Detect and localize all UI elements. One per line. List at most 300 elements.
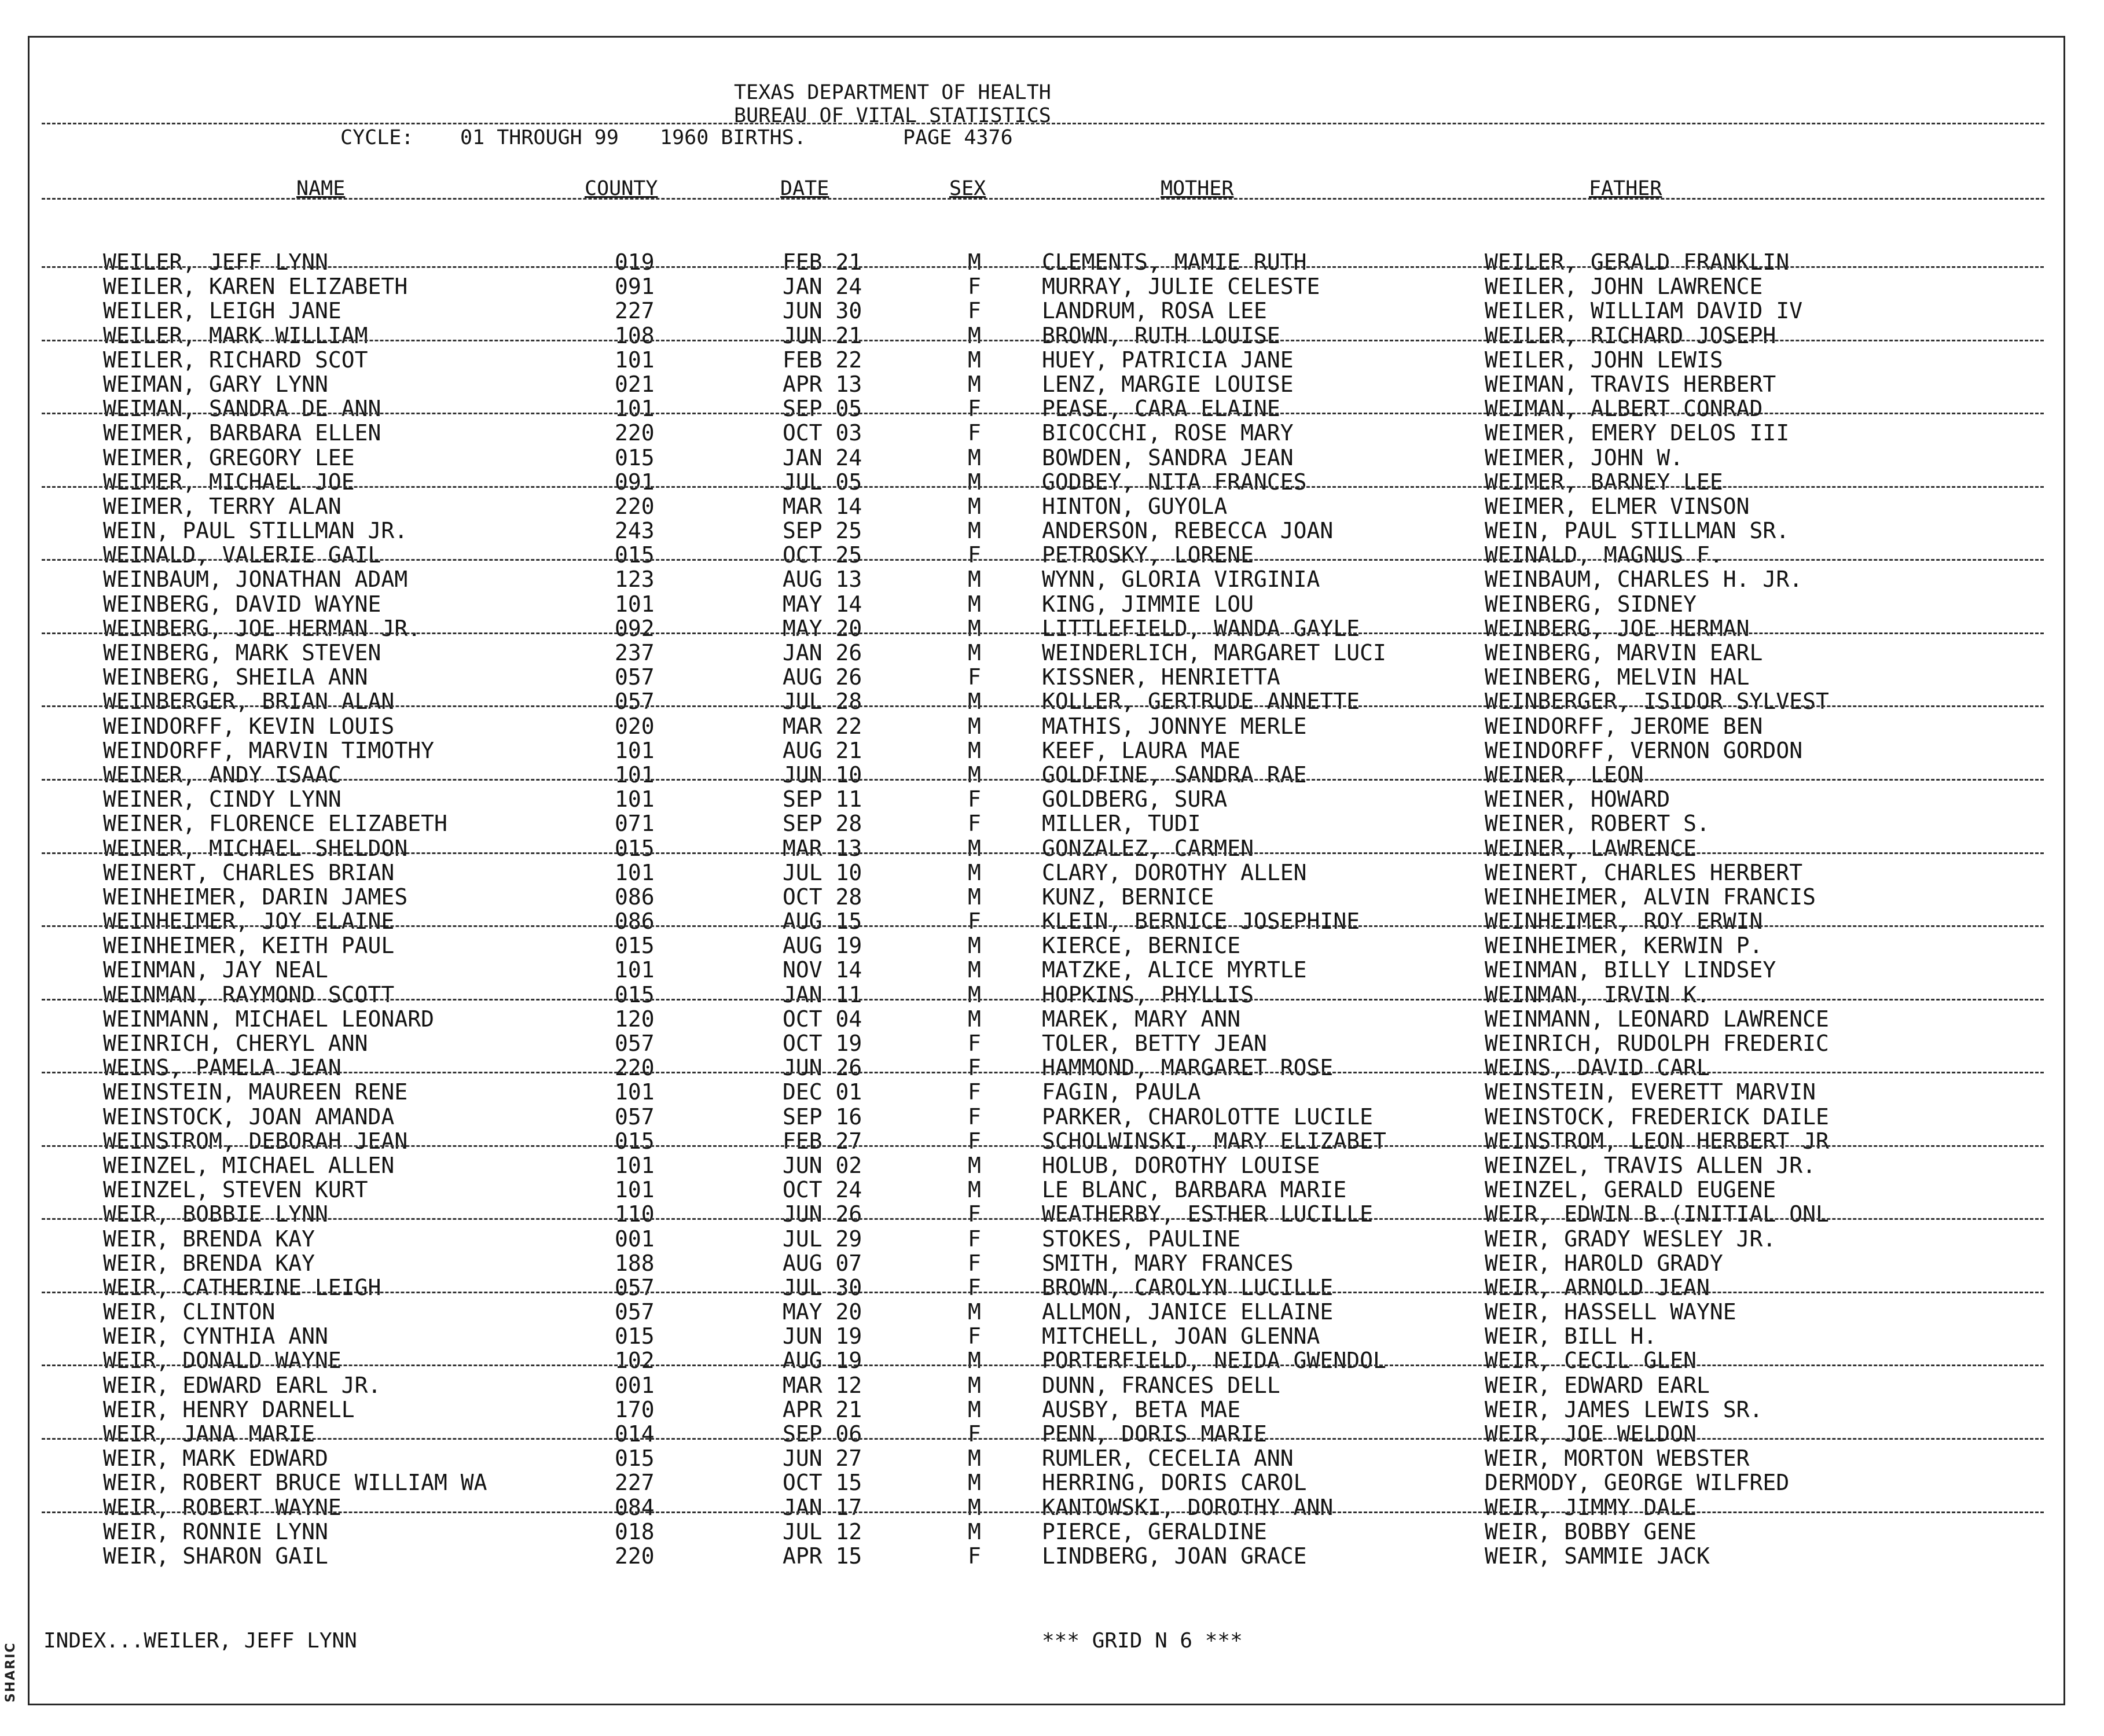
- record-name: WEILER, RICHARD SCOT: [103, 347, 368, 373]
- table-row: [0, 763, 2104, 787]
- record-date: MAR 14: [783, 493, 862, 519]
- record-mother: MAREK, MARY ANN: [1042, 1006, 1241, 1032]
- record-name: WEINHEIMER, KEITH PAUL: [103, 933, 395, 959]
- record-date: AUG 19: [783, 933, 862, 959]
- record-father: WEIN, PAUL STILLMAN SR.: [1485, 518, 1790, 544]
- table-row: [0, 1251, 2104, 1275]
- column-header-father: FATHER: [1589, 177, 1662, 200]
- record-name: WEILER, MARK WILLIAM: [103, 322, 368, 348]
- record-date: APR 15: [783, 1543, 862, 1569]
- record-sex: M: [968, 1518, 981, 1544]
- column-header-name: NAME: [296, 177, 346, 200]
- record-sex: F: [968, 1323, 981, 1349]
- table-row: [0, 1227, 2104, 1251]
- record-sex: M: [968, 1494, 981, 1520]
- record-date: MAR 12: [783, 1372, 862, 1398]
- record-date: JAN 11: [783, 981, 862, 1007]
- record-county: 227: [615, 298, 655, 324]
- table-row: [0, 1202, 2104, 1226]
- record-mother: LINDBERG, JOAN GRACE: [1042, 1543, 1307, 1569]
- table-row: [0, 983, 2104, 1007]
- record-county: 084: [615, 1494, 655, 1520]
- record-date: OCT 28: [783, 884, 862, 910]
- record-date: JUN 26: [783, 1055, 862, 1081]
- record-name: WEIR, CATHERINE LEIGH: [103, 1274, 381, 1300]
- record-date: JUL 29: [783, 1226, 862, 1252]
- record-county: 015: [615, 1323, 655, 1349]
- record-sex: M: [968, 1470, 981, 1496]
- record-father: WEIR, SAMMIE JACK: [1485, 1543, 1710, 1569]
- record-sex: M: [968, 615, 981, 641]
- record-date: FEB 21: [783, 249, 862, 275]
- record-date: FEB 22: [783, 347, 862, 373]
- record-sex: F: [968, 274, 981, 300]
- record-mother: HOLUB, DOROTHY LOUISE: [1042, 1152, 1320, 1178]
- record-name: WEINBERG, SHEILA ANN: [103, 664, 368, 690]
- record-name: WEIR, CLINTON: [103, 1299, 276, 1325]
- record-mother: DUNN, FRANCES DELL: [1042, 1372, 1280, 1398]
- record-name: WEIR, HENRY DARNELL: [103, 1396, 355, 1422]
- record-sex: F: [968, 1079, 981, 1105]
- record-father: WEIMER, BARNEY LEE: [1485, 469, 1723, 495]
- record-father: WEINBAUM, CHARLES H. JR.: [1485, 567, 1803, 593]
- table-row: [0, 1031, 2104, 1055]
- record-mother: ANDERSON, REBECCA JOAN: [1042, 518, 1334, 544]
- record-sex: M: [968, 1372, 981, 1398]
- record-mother: RUMLER, CECELIA ANN: [1042, 1446, 1294, 1472]
- record-mother: WEATHERBY, ESTHER LUCILLE: [1042, 1201, 1373, 1227]
- record-county: 001: [615, 1226, 655, 1252]
- record-name: WEIMAN, GARY LYNN: [103, 371, 328, 397]
- record-mother: KISSNER, HENRIETTA: [1042, 664, 1280, 690]
- record-mother: PIERCE, GERALDINE: [1042, 1518, 1267, 1544]
- table-row: [0, 665, 2104, 689]
- record-mother: MATHIS, JONNYE MERLE: [1042, 713, 1307, 739]
- record-mother: SMITH, MARY FRANCES: [1042, 1250, 1294, 1276]
- table-row: [0, 1178, 2104, 1202]
- record-county: 001: [615, 1372, 655, 1398]
- record-date: JUN 27: [783, 1446, 862, 1472]
- record-father: WEINMAN, IRVIN K.: [1485, 981, 1710, 1007]
- table-row: [0, 592, 2104, 616]
- record-mother: HINTON, GUYOLA: [1042, 493, 1228, 519]
- record-father: WEINS, DAVID CARL: [1485, 1055, 1710, 1081]
- record-father: WEIMER, ELMER VINSON: [1485, 493, 1750, 519]
- record-father: WEIR, JAMES LEWIS SR.: [1485, 1396, 1763, 1422]
- record-county: 227: [615, 1470, 655, 1496]
- record-mother: MURRAY, JULIE CELESTE: [1042, 274, 1320, 300]
- record-sex: M: [968, 567, 981, 593]
- record-father: WEINHEIMER, ALVIN FRANCIS: [1485, 884, 1816, 910]
- record-mother: KUNZ, BERNICE: [1042, 884, 1214, 910]
- table-row: [0, 1495, 2104, 1520]
- column-header-sex: SEX: [949, 177, 986, 200]
- record-father: WEINRICH, RUDOLPH FREDERIC: [1485, 1031, 1829, 1056]
- record-county: 220: [615, 493, 655, 519]
- table-row: [0, 1373, 2104, 1397]
- table-row: [0, 274, 2104, 299]
- record-county: 101: [615, 737, 655, 763]
- record-sex: M: [968, 371, 981, 397]
- table-row: [0, 470, 2104, 494]
- table-row: [0, 1055, 2104, 1080]
- record-name: WEINHEIMER, JOY ELAINE: [103, 909, 395, 935]
- record-sex: M: [968, 933, 981, 959]
- report-title: 1960 BIRTHS.: [660, 126, 806, 149]
- record-father: WEILER, GERALD FRANKLIN: [1485, 249, 1790, 275]
- record-mother: PETROSKY, LORENE: [1042, 542, 1254, 568]
- record-date: JAN 24: [783, 444, 862, 470]
- record-sex: F: [968, 1201, 981, 1227]
- cycle-label: CYCLE:: [340, 126, 414, 149]
- table-row: [0, 1397, 2104, 1422]
- record-county: 101: [615, 786, 655, 812]
- record-father: WEINDORFF, VERNON GORDON: [1485, 737, 1803, 763]
- table-row: [0, 738, 2104, 763]
- table-row: [0, 1105, 2104, 1129]
- record-county: 018: [615, 1518, 655, 1544]
- record-father: WEINZEL, GERALD EUGENE: [1485, 1177, 1776, 1203]
- record-date: APR 13: [783, 371, 862, 397]
- record-mother: PARKER, CHAROLOTTE LUCILE: [1042, 1104, 1373, 1130]
- record-name: WEINBAUM, JONATHAN ADAM: [103, 567, 408, 593]
- record-father: WEINERT, CHARLES HERBERT: [1485, 859, 1803, 885]
- record-date: MAY 14: [783, 591, 862, 617]
- record-father: WEIR, HASSELL WAYNE: [1485, 1299, 1736, 1325]
- record-mother: BOWDEN, SANDRA JEAN: [1042, 444, 1294, 470]
- record-sex: F: [968, 1226, 981, 1252]
- table-row: [0, 1275, 2104, 1300]
- record-mother: BROWN, RUTH LOUISE: [1042, 322, 1280, 348]
- record-date: JUN 26: [783, 1201, 862, 1227]
- record-name: WEINDORFF, MARVIN TIMOTHY: [103, 737, 434, 763]
- table-row: [0, 836, 2104, 860]
- record-name: WEIMAN, SANDRA DE ANN: [103, 396, 381, 422]
- record-date: JUN 02: [783, 1152, 862, 1178]
- record-date: JUL 12: [783, 1518, 862, 1544]
- header-divider: [42, 123, 2044, 124]
- record-mother: PENN, DORIS MARIE: [1042, 1421, 1267, 1447]
- record-county: 101: [615, 591, 655, 617]
- table-row: [0, 1422, 2104, 1446]
- record-sex: M: [968, 957, 981, 983]
- record-father: WEIR, BILL H.: [1485, 1323, 1657, 1349]
- record-father: WEILER, RICHARD JOSEPH: [1485, 322, 1776, 348]
- record-county: 101: [615, 1152, 655, 1178]
- table-row: [0, 446, 2104, 470]
- record-name: WEINZEL, MICHAEL ALLEN: [103, 1152, 395, 1178]
- table-row: [0, 1129, 2104, 1153]
- record-name: WEINS, PAMELA JEAN: [103, 1055, 342, 1081]
- record-date: OCT 15: [783, 1470, 862, 1496]
- record-father: WEIR, HAROLD GRADY: [1485, 1250, 1723, 1276]
- record-father: WEILER, WILLIAM DAVID IV: [1485, 298, 1803, 324]
- record-mother: TOLER, BETTY JEAN: [1042, 1031, 1267, 1056]
- record-name: WEINER, FLORENCE ELIZABETH: [103, 811, 447, 837]
- record-sex: M: [968, 322, 981, 348]
- record-name: WEIR, MARK EDWARD: [103, 1446, 328, 1472]
- record-father: WEIR, CECIL GLEN: [1485, 1348, 1697, 1374]
- record-father: WEINSTOCK, FREDERICK DAILE: [1485, 1104, 1829, 1130]
- table-row: [0, 1153, 2104, 1178]
- record-date: FEB 27: [783, 1128, 862, 1154]
- record-sex: M: [968, 1177, 981, 1203]
- record-county: 020: [615, 713, 655, 739]
- record-sex: F: [968, 1055, 981, 1081]
- record-mother: CLARY, DOROTHY ALLEN: [1042, 859, 1307, 885]
- column-header-county: COUNTY: [585, 177, 658, 200]
- record-date: MAY 20: [783, 1299, 862, 1325]
- record-county: 057: [615, 1274, 655, 1300]
- record-date: AUG 15: [783, 909, 862, 935]
- record-mother: KOLLER, GERTRUDE ANNETTE: [1042, 689, 1360, 715]
- record-mother: KANTOWSKI, DOROTHY ANN: [1042, 1494, 1334, 1520]
- record-father: WEINALD, MAGNUS F.: [1485, 542, 1723, 568]
- record-name: WEINER, CINDY LYNN: [103, 786, 342, 812]
- record-date: OCT 25: [783, 542, 862, 568]
- record-county: 021: [615, 371, 655, 397]
- record-father: WEINHEIMER, ROY ERWIN: [1485, 909, 1763, 935]
- table-row: [0, 1080, 2104, 1104]
- record-date: JUL 30: [783, 1274, 862, 1300]
- record-date: JUN 30: [783, 298, 862, 324]
- record-sex: M: [968, 1299, 981, 1325]
- record-father: WEIMAN, ALBERT CONRAD: [1485, 396, 1763, 422]
- record-sex: F: [968, 542, 981, 568]
- record-date: JUN 21: [783, 322, 862, 348]
- record-sex: M: [968, 859, 981, 885]
- record-mother: HOPKINS, PHYLLIS: [1042, 981, 1254, 1007]
- record-date: MAR 13: [783, 835, 862, 861]
- record-name: WEIR, DONALD WAYNE: [103, 1348, 342, 1374]
- column-header-mother: MOTHER: [1161, 177, 1234, 200]
- record-sex: F: [968, 811, 981, 837]
- table-row: [0, 714, 2104, 738]
- record-mother: BICOCCHI, ROSE MARY: [1042, 420, 1294, 446]
- record-father: WEIR, JOE WELDON: [1485, 1421, 1697, 1447]
- record-father: WEIR, GRADY WESLEY JR.: [1485, 1226, 1776, 1252]
- record-county: 220: [615, 1543, 655, 1569]
- record-father: WEILER, JOHN LEWIS: [1485, 347, 1723, 373]
- record-name: WEIR, BRENDA KAY: [103, 1226, 315, 1252]
- record-father: WEINSTEIN, EVERETT MARVIN: [1485, 1079, 1816, 1105]
- record-name: WEILER, LEIGH JANE: [103, 298, 342, 324]
- record-name: WEINSTOCK, JOAN AMANDA: [103, 1104, 395, 1130]
- record-name: WEINHEIMER, DARIN JAMES: [103, 884, 408, 910]
- record-county: 220: [615, 1055, 655, 1081]
- record-name: WEINALD, VALERIE GAIL: [103, 542, 381, 568]
- record-sex: M: [968, 713, 981, 739]
- record-county: 237: [615, 640, 655, 665]
- record-name: WEINZEL, STEVEN KURT: [103, 1177, 368, 1203]
- record-county: 091: [615, 274, 655, 300]
- record-father: WEINBERG, SIDNEY: [1485, 591, 1697, 617]
- record-sex: M: [968, 689, 981, 715]
- record-mother: GODBEY, NITA FRANCES: [1042, 469, 1307, 495]
- record-county: 057: [615, 689, 655, 715]
- record-father: WEINDORFF, JEROME BEN: [1485, 713, 1763, 739]
- record-father: DERMODY, GEORGE WILFRED: [1485, 1470, 1790, 1496]
- record-county: 170: [615, 1396, 655, 1422]
- record-name: WEINBERG, JOE HERMAN JR.: [103, 615, 421, 641]
- table-row: [0, 616, 2104, 641]
- record-county: 188: [615, 1250, 655, 1276]
- record-date: SEP 05: [783, 396, 862, 422]
- table-row: [0, 1470, 2104, 1495]
- record-father: WEINBERGER, ISIDOR SYLVEST: [1485, 689, 1829, 715]
- record-father: WEINMANN, LEONARD LAWRENCE: [1485, 1006, 1829, 1032]
- record-sex: F: [968, 1128, 981, 1154]
- record-name: WEIR, BRENDA KAY: [103, 1250, 315, 1276]
- record-father: WEILER, JOHN LAWRENCE: [1485, 274, 1763, 300]
- record-date: NOV 14: [783, 957, 862, 983]
- record-date: SEP 06: [783, 1421, 862, 1447]
- table-row: [0, 1300, 2104, 1324]
- table-row: [0, 299, 2104, 323]
- record-mother: LANDRUM, ROSA LEE: [1042, 298, 1267, 324]
- record-name: WEINSTROM, DEBORAH JEAN: [103, 1128, 408, 1154]
- record-name: WEIR, BOBBIE LYNN: [103, 1201, 328, 1227]
- record-mother: WYNN, GLORIA VIRGINIA: [1042, 567, 1320, 593]
- record-name: WEIMER, BARBARA ELLEN: [103, 420, 381, 446]
- table-row: [0, 323, 2104, 348]
- record-sex: F: [968, 420, 981, 446]
- grid-footer: *** GRID N 6 ***: [1042, 1629, 1243, 1653]
- record-county: 108: [615, 322, 655, 348]
- record-county: 101: [615, 762, 655, 788]
- page-number: PAGE 4376: [903, 126, 1013, 149]
- record-sex: F: [968, 1031, 981, 1056]
- record-sex: M: [968, 640, 981, 665]
- record-name: WEIN, PAUL STILLMAN JR.: [103, 518, 408, 544]
- record-sex: F: [968, 396, 981, 422]
- record-sex: M: [968, 1348, 981, 1374]
- record-county: 015: [615, 933, 655, 959]
- table-row: [0, 518, 2104, 543]
- record-sex: M: [968, 1152, 981, 1178]
- record-mother: STOKES, PAULINE: [1042, 1226, 1241, 1252]
- record-name: WEIR, CYNTHIA ANN: [103, 1323, 328, 1349]
- record-county: 019: [615, 249, 655, 275]
- record-mother: LENZ, MARGIE LOUISE: [1042, 371, 1294, 397]
- record-mother: PEASE, CARA ELAINE: [1042, 396, 1280, 422]
- record-county: 220: [615, 420, 655, 446]
- record-date: AUG 26: [783, 664, 862, 690]
- record-sex: F: [968, 1543, 981, 1569]
- record-date: DEC 01: [783, 1079, 862, 1105]
- record-date: SEP 11: [783, 786, 862, 812]
- table-row: [0, 909, 2104, 933]
- record-mother: HAMMOND, MARGARET ROSE: [1042, 1055, 1334, 1081]
- record-county: 015: [615, 1128, 655, 1154]
- record-sex: F: [968, 786, 981, 812]
- record-date: AUG 07: [783, 1250, 862, 1276]
- record-county: 086: [615, 884, 655, 910]
- record-sex: M: [968, 591, 981, 617]
- record-date: MAY 20: [783, 615, 862, 641]
- record-date: SEP 25: [783, 518, 862, 544]
- record-sex: M: [968, 249, 981, 275]
- record-mother: ALLMON, JANICE ELLAINE: [1042, 1299, 1334, 1325]
- record-date: OCT 03: [783, 420, 862, 446]
- table-row: [0, 494, 2104, 518]
- record-name: WEINERT, CHARLES BRIAN: [103, 859, 395, 885]
- record-name: WEINDORFF, KEVIN LOUIS: [103, 713, 395, 739]
- record-date: OCT 19: [783, 1031, 862, 1056]
- table-row: [0, 1348, 2104, 1373]
- record-father: WEIR, BOBBY GENE: [1485, 1518, 1697, 1544]
- record-father: WEINER, LAWRENCE: [1485, 835, 1697, 861]
- record-county: 101: [615, 859, 655, 885]
- record-father: WEINHEIMER, KERWIN P.: [1485, 933, 1763, 959]
- record-father: WEIMER, EMERY DELOS III: [1485, 420, 1790, 446]
- record-sex: M: [968, 469, 981, 495]
- record-name: WEINBERG, MARK STEVEN: [103, 640, 381, 665]
- bureau-title: BUREAU OF VITAL STATISTICS: [734, 104, 1051, 127]
- record-county: 101: [615, 347, 655, 373]
- record-sex: M: [968, 518, 981, 544]
- record-name: WEINER, ANDY ISAAC: [103, 762, 342, 788]
- record-date: OCT 04: [783, 1006, 862, 1032]
- record-name: WEIR, JANA MARIE: [103, 1421, 315, 1447]
- record-name: WEINMAN, JAY NEAL: [103, 957, 328, 983]
- record-county: 015: [615, 981, 655, 1007]
- record-sex: F: [968, 1274, 981, 1300]
- record-date: AUG 13: [783, 567, 862, 593]
- record-mother: PORTERFIELD, NEIDA GWENDOL: [1042, 1348, 1386, 1374]
- record-date: MAR 22: [783, 713, 862, 739]
- index-footer: INDEX...WEILER, JEFF LYNN: [43, 1629, 357, 1653]
- record-name: WEINRICH, CHERYL ANN: [103, 1031, 368, 1056]
- records-table: [0, 250, 2104, 1568]
- record-date: JUN 19: [783, 1323, 862, 1349]
- record-county: 101: [615, 396, 655, 422]
- record-county: 015: [615, 835, 655, 861]
- record-county: 057: [615, 664, 655, 690]
- record-name: WEIMER, MICHAEL JOE: [103, 469, 355, 495]
- record-county: 071: [615, 811, 655, 837]
- table-row: [0, 250, 2104, 274]
- record-mother: BROWN, CAROLYN LUCILLE: [1042, 1274, 1334, 1300]
- record-county: 057: [615, 1104, 655, 1130]
- record-county: 086: [615, 909, 655, 935]
- record-mother: GOLDBERG, SURA: [1042, 786, 1228, 812]
- record-mother: MATZKE, ALICE MYRTLE: [1042, 957, 1307, 983]
- record-mother: HUEY, PATRICIA JANE: [1042, 347, 1294, 373]
- record-date: AUG 19: [783, 1348, 862, 1374]
- record-name: WEINMANN, MICHAEL LEONARD: [103, 1006, 434, 1032]
- table-row: [0, 567, 2104, 591]
- record-date: JUL 05: [783, 469, 862, 495]
- record-name: WEIMER, TERRY ALAN: [103, 493, 342, 519]
- record-mother: HERRING, DORIS CAROL: [1042, 1470, 1307, 1496]
- table-row: [0, 1520, 2104, 1544]
- record-county: 057: [615, 1031, 655, 1056]
- record-father: WEIR, EDWARD EARL: [1485, 1372, 1710, 1398]
- record-date: SEP 16: [783, 1104, 862, 1130]
- record-name: WEIR, ROBERT BRUCE WILLIAM WA: [103, 1470, 487, 1496]
- record-county: 101: [615, 1177, 655, 1203]
- record-father: WEINBERG, JOE HERMAN: [1485, 615, 1750, 641]
- record-sex: F: [968, 1421, 981, 1447]
- record-date: JAN 24: [783, 274, 862, 300]
- table-row: [0, 421, 2104, 445]
- table-row: [0, 641, 2104, 665]
- record-sex: M: [968, 884, 981, 910]
- record-sex: M: [968, 347, 981, 373]
- record-county: 102: [615, 1348, 655, 1374]
- table-row: [0, 1324, 2104, 1348]
